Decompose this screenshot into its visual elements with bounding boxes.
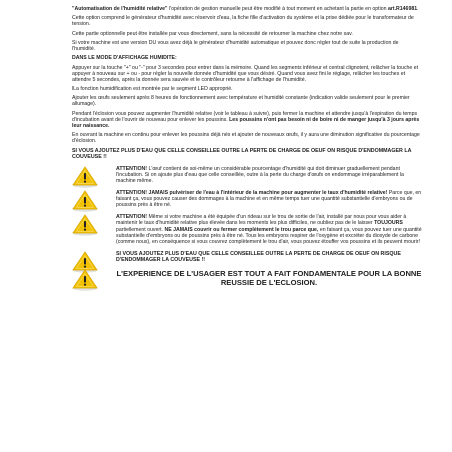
- warning-block-3: [72, 214, 422, 244]
- article-reference: art.R146981: [387, 6, 418, 12]
- warning-label: ATTENTION!: [116, 214, 148, 221]
- warning-body: Même si votre machine a été équipée d'un rideau sur le trou de sortie de l'air, installé par nous pour vous aider à maintenir le taux d'humidité relative plus élevée dans les moments les plus difficiles, ne oubliez pas de le laisser: [116, 214, 407, 227]
- humidity-mode-paragraph-5: En ouvrant la machine en continu pour enlever les poussins déjà nés et ajouter de nouveaux œufs, il y aura une diminution significative du pourcentage d'éclosion.: [72, 132, 420, 145]
- warning-body: en faisant ça, vous pouvez tuer une quantité substantielle d'embryons ou de poussins près à être né. Tous les embryons respirer de l'oxygène et excréter du dioxyde de carbone (comme nous), en conséquence si vous couvrez complètement le trou d'air, vous pouvez étouffer vos poussins et ils peuvent mourir!: [116, 226, 422, 245]
- intro-text: l'opération de gestion manuelle peut être modifié à tout moment en achetant la partie en option: [167, 6, 388, 12]
- warning-text-4: SI VOUS AJOUTEZ PLUS D'EAU QUE CELLE CONSEILLEE OUTRE LA PERTE DE CHARGE DE OEUF ON RISQUE D'ENDOMMAGER LA COUVEUSE !!: [116, 250, 401, 263]
- intro-paragraph-2: Cette option comprend le générateur d'humidité avec réservoir d'eau, la fiche fille d'activation du système et la prise dédiée pour le transformateur de tension.: [72, 15, 414, 28]
- warning-label: ATTENTION!: [116, 165, 148, 172]
- hatching-text: Pendant l'éclosion vous pouvez augmenter l'humidité relative (voir le tableau à suivre), puis fermer la machine et attendre jusqu'à l'expiration du temps d'incubation avant de l'ouvrir de nouveau pour enlever les poussins.: [72, 110, 418, 123]
- humidity-mode-heading: DANS LE MODE D'AFFICHAGE HUMIDITE:: [72, 55, 177, 62]
- warning-emphasis: TOUJOURS: [374, 220, 403, 227]
- final-statement: L'EXPERIENCE DE L'USAGER EST TOUT A FAIT FONDAMENTALE POUR LA BONNE REUSSIE DE L'ECLOSION.: [116, 268, 422, 288]
- intro-paragraph-4: Si votre machine est une version DU vous avez déjà le générateur d'humidité automatique et pouvez donc régler tout de suite la production de l'humidité.: [72, 39, 399, 53]
- humidity-mode-paragraph-2: lLa fonction humidification est montrée par le segment LED approprié.: [72, 86, 233, 93]
- warning-triangle-icon: [72, 214, 98, 236]
- warning-text-2: [116, 190, 422, 208]
- humidity-mode-paragraph-1: Appuyer sur la touche "+" ou "-" pour 3 secondes pour entrer dans la mémoire. Quand les segments inférieur et central clignotent, relâcher la touche et appuyer à nouveau sur + ou - pour régler la nouvelle donnée d'humidité que vous désiré. Quand vous avez fini le réglage, relâcher les touches et attendre 5 secondes, après la donnée sera sauvée et le contrôleur retourne à l'affichage de l'humidité.: [72, 64, 419, 83]
- warning-emphasis: NE JAMAIS couvrir ou fermer complètement le trou parce que,: [164, 226, 319, 233]
- warning-label: ATTENTION! JAMAIS pulvériser de l'eau à l'intérieur de la machine pour augmenter le taux d'humidité relative!: [116, 190, 388, 197]
- warning-triangle-icon: [72, 166, 98, 188]
- caution-top: SI VOUS AJOUTEZ PLUS D'EAU QUE CELLE CONSEILLEE OUTRE LA PERTE DE CHARGE DE OEUF ON RISQUE D'ENDOMMAGER LA COUVEUSE !!: [72, 147, 412, 160]
- hatching-emphasis: Les poussins n'ont pas besoin ni de boire ni de manger jusqu'à 3 jours après leur naissance.: [72, 116, 420, 129]
- warning-text-1: [116, 166, 422, 184]
- humidity-mode-paragraph-3: Ajouter les œufs seulement après 8 heures de fonctionnement avec température et humidité constante (indication valide seulement pour le premier allumage).: [72, 95, 410, 108]
- warning-block-4: [72, 251, 422, 263]
- warning-triangle-icon: [72, 190, 98, 212]
- document-body: [72, 6, 422, 294]
- humidity-mode-paragraph-4: [72, 111, 422, 129]
- warning-text-3: [116, 214, 422, 244]
- intro-term: "Automatisation de l'humidité relative": [72, 6, 168, 12]
- warning-block-5: [72, 269, 422, 288]
- warning-body: L'œuf contient de soi-même un considérable pourcentage d'humidité qui doit diminuer graduellement pendant l'incubation. Si on ajoute plus d'eau que celle conseillée, outre à la perte du charge d'œufs on endommage irréparablement la machine même.: [116, 165, 404, 184]
- warning-block-1: [72, 166, 422, 184]
- intro-paragraph-3: Cette partie optionnelle peut être installée par vous directement, sans la nécessité de retourner la machine chez notre sav.: [72, 30, 353, 37]
- warning-triangle-icon: [72, 269, 98, 291]
- intro-paragraph-1: [72, 6, 422, 12]
- warning-body: Parce que, en faisant ça, vous pouvez causer des dommages à la machine et en même temps tuer une quantité substantielle d'embryons ou de poussins près à être né.: [116, 190, 422, 209]
- warning-block-2: [72, 190, 422, 208]
- warning-body: partiellement ouvert.: [116, 226, 165, 233]
- intro-end: .: [417, 6, 419, 12]
